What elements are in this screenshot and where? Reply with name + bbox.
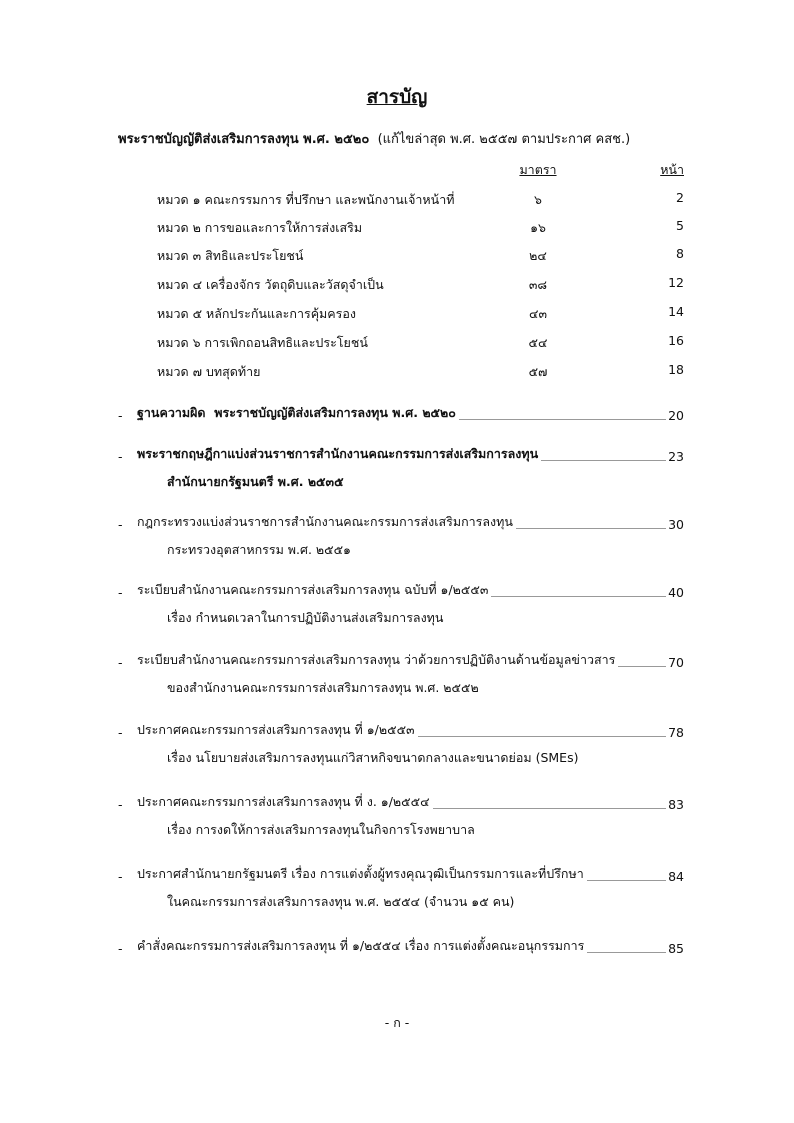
chapter-section: ๑๖: [530, 220, 546, 235]
toc-entry[interactable]: [118, 650, 684, 670]
chapter-title[interactable]: หมวด ๖ การเพิกถอนสิทธิและประโยชน์: [157, 335, 368, 350]
entry-continuation: กระทรวงอุตสาหกรรม พ.ศ. ๒๕๕๑: [167, 542, 351, 557]
leader-line: [541, 460, 666, 461]
leader-line: [433, 808, 667, 809]
entry-page: 40: [668, 585, 684, 600]
entry-text: พระราชกฤษฎีกาแบ่งส่วนราชการสำนักงานคณะกรรมการส่งเสริมการลงทุน: [137, 446, 539, 461]
entry-text: กฎกระทรวงแบ่งส่วนราชการสำนักงานคณะกรรมการส่งเสริมการลงทุน: [137, 514, 513, 529]
chapter-section: ๖: [534, 192, 542, 207]
chapter-title[interactable]: หมวด ๗ บทสุดท้าย: [157, 364, 261, 379]
entry-dash: -: [118, 517, 123, 532]
act-heading: [118, 128, 630, 149]
toc-entry[interactable]: [118, 512, 684, 532]
entry-dash: -: [118, 797, 123, 812]
act-note: (แก้ไขล่าสุด พ.ศ. ๒๕๕๗ ตามประกาศ คสช.): [377, 132, 631, 147]
entry-continuation: เรื่อง นโยบายส่งเสริมการลงทุนแก่วิสาหกิจขนาดกลางและขนาดย่อม (SMEs): [167, 750, 579, 765]
entry-continuation: ในคณะกรรมการส่งเสริมการลงทุน พ.ศ. ๒๕๕๔ (จำนวน ๑๕ คน): [167, 894, 515, 909]
entry-dash: -: [118, 941, 123, 956]
leader-line: [618, 666, 666, 667]
chapter-section: ๔๓: [528, 306, 547, 321]
entry-dash: -: [118, 449, 123, 464]
chapter-title[interactable]: หมวด ๓ สิทธิและประโยชน์: [157, 248, 304, 263]
entry-title: [137, 403, 456, 423]
leader-line: [516, 528, 666, 529]
chapter-page: 8: [676, 246, 684, 261]
entry-page: 70: [668, 655, 684, 670]
leader-line: [459, 419, 666, 420]
toc-entry[interactable]: [118, 720, 684, 740]
leader-line: [491, 596, 666, 597]
chapter-title[interactable]: หมวด ๑ คณะกรรมการ ที่ปรึกษา และพนักงานเจ้าหน้าที่: [157, 192, 455, 207]
chapter-title[interactable]: หมวด ๕ หลักประกันและการคุ้มครอง: [157, 306, 356, 321]
entry-continuation: สำนักนายกรัฐมนตรี พ.ศ. ๒๕๓๕: [167, 474, 344, 489]
chapter-title[interactable]: หมวด ๔ เครื่องจักร วัตถุดิบและวัสดุจำเป็น: [157, 277, 384, 292]
entry-page: 78: [668, 725, 684, 740]
entry-page: 30: [668, 517, 684, 532]
entry-text: ประกาศคณะกรรมการส่งเสริมการลงทุน ที่ ๑/๒๕๕๓: [137, 722, 415, 737]
chapter-section: ๓๘: [528, 277, 548, 292]
chapter-page: 16: [668, 333, 684, 348]
entry-page: 23: [668, 449, 684, 464]
entry-title: [137, 720, 415, 740]
toc-entry[interactable]: [118, 864, 684, 884]
toc-entry[interactable]: [118, 580, 684, 600]
entry-dash: -: [118, 869, 123, 884]
entry-continuation: เรื่อง กำหนดเวลาในการปฏิบัติงานส่งเสริมการลงทุน: [167, 610, 444, 625]
entry-text: คำสั่งคณะกรรมการส่งเสริมการลงทุน ที่ ๑/๒๕๕๔ เรื่อง การแต่งตั้งคณะอนุกรรมการ: [137, 938, 585, 953]
entry-text: พระราชบัญญัติส่งเสริมการลงทุน พ.ศ. ๒๕๒๐: [214, 405, 456, 420]
entry-text: ระเบียบสำนักงานคณะกรรมการส่งเสริมการลงทุน ว่าด้วยการปฏิบัติงานด้านข้อมูลข่าวสาร: [137, 652, 616, 667]
leader-line: [418, 736, 667, 737]
page-number-footer: - ก -: [384, 1015, 410, 1030]
leader-line: [587, 952, 666, 953]
chapter-page: 12: [668, 275, 684, 290]
entry-dash: -: [118, 655, 123, 670]
entry-continuation: เรื่อง การงดให้การส่งเสริมการลงทุนในกิจการโรงพยาบาล: [167, 822, 475, 837]
page-title: สารบัญ: [366, 86, 428, 108]
toc-entry[interactable]: [118, 936, 684, 956]
entry-title: [137, 792, 430, 812]
chapter-page: 18: [668, 362, 684, 377]
entry-page: 84: [668, 869, 684, 884]
entry-title: [137, 936, 584, 956]
entry-text: ประกาศคณะกรรมการส่งเสริมการลงทุน ที่ ง. ๑/๒๕๕๔: [137, 794, 430, 809]
entry-text: ประกาศสำนักนายกรัฐมนตรี เรื่อง การแต่งตั้งผู้ทรงคุณวุฒิเป็นกรรมการและที่ปรึกษา: [137, 866, 584, 881]
entry-title: [137, 512, 513, 532]
section-column-header: มาตรา: [519, 162, 557, 177]
chapter-section: ๕๔: [528, 335, 548, 350]
entry-bold-prefix: ฐานความผิด: [137, 405, 206, 420]
page-column-header: หน้า: [660, 162, 684, 177]
chapter-section: ๒๔: [529, 248, 547, 263]
entry-page: 85: [668, 941, 684, 956]
act-name: พระราชบัญญัติส่งเสริมการลงทุน พ.ศ. ๒๕๒๐: [118, 132, 370, 147]
leader-line: [587, 880, 666, 881]
entry-page: 20: [668, 408, 684, 423]
toc-entry[interactable]: [118, 403, 684, 423]
toc-entry[interactable]: [118, 444, 684, 464]
entry-text: ระเบียบสำนักงานคณะกรรมการส่งเสริมการลงทุน ฉบับที่ ๑/๒๕๕๓: [137, 582, 489, 597]
chapter-page: 14: [668, 304, 684, 319]
chapter-title[interactable]: หมวด ๒ การขอและการให้การส่งเสริม: [157, 220, 363, 235]
entry-page: 83: [668, 797, 684, 812]
chapter-section: ๕๗: [528, 364, 548, 379]
entry-dash: -: [118, 408, 123, 423]
entry-title: [137, 580, 488, 600]
entry-title: [137, 864, 584, 884]
chapter-page: 5: [676, 218, 684, 233]
entry-title: [137, 444, 538, 464]
entry-dash: -: [118, 725, 123, 740]
entry-continuation: ของสำนักงานคณะกรรมการส่งเสริมการลงทุน พ.ศ. ๒๕๕๒: [167, 680, 479, 695]
chapter-page: 2: [676, 190, 684, 205]
entry-dash: -: [118, 585, 123, 600]
entry-title: [137, 650, 615, 670]
toc-entry[interactable]: [118, 792, 684, 812]
